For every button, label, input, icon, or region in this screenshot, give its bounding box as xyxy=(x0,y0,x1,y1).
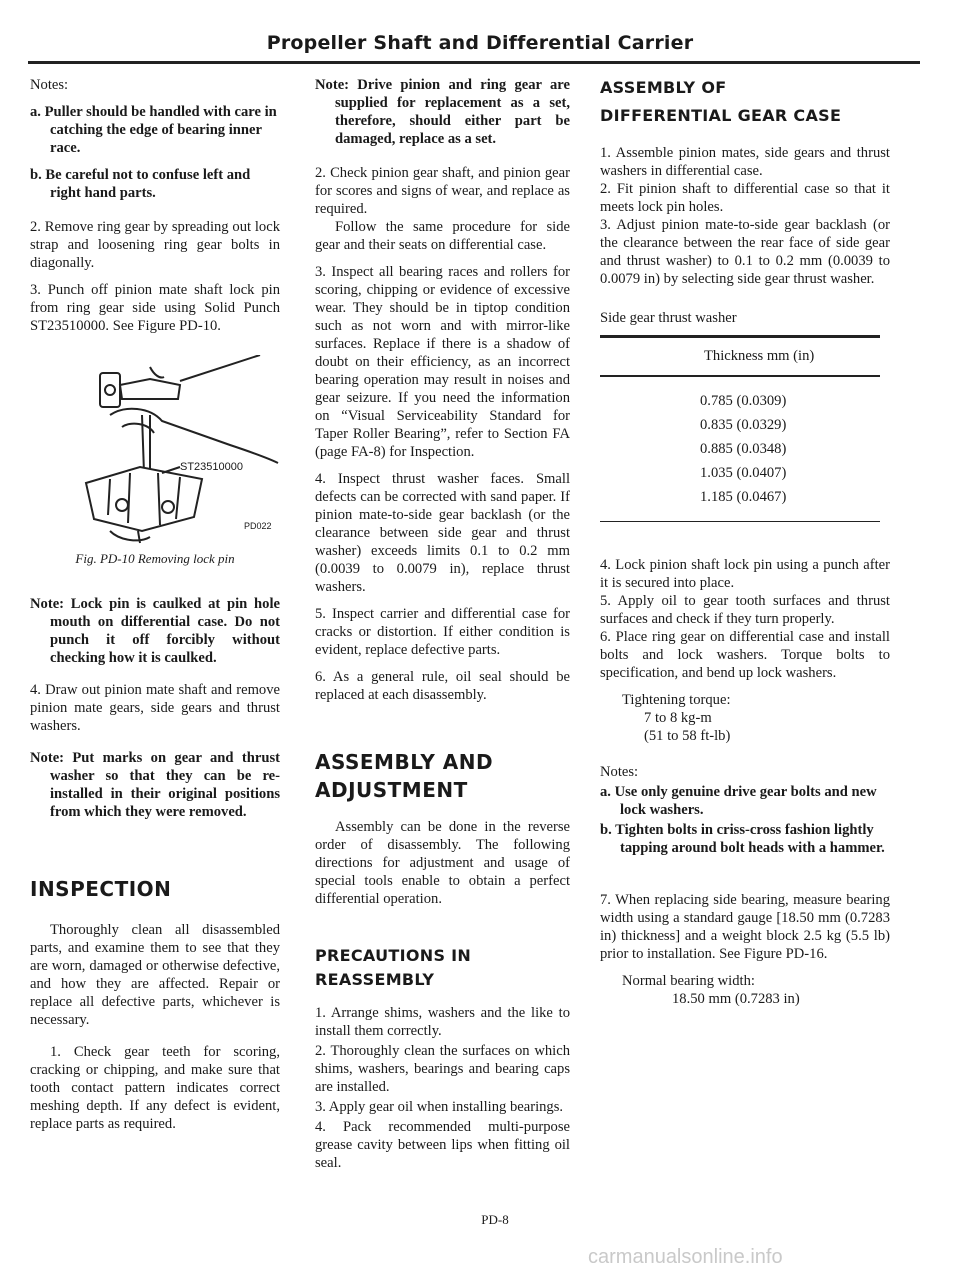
figure-code: PD022 xyxy=(244,521,272,531)
assembly-step-3: 3. Adjust pinion mate-to-side gear backlash (or the clearance between the rear face of side gear and thrust washer) to 0.1 to 0.2 mm (0.0039 to 0.0079 in) by selecting side gear thrust washer. xyxy=(600,217,890,287)
precaution-3: 3. Apply gear oil when installing bearings. xyxy=(315,1099,564,1115)
table-row: 1.035 (0.0407) xyxy=(700,464,787,481)
torque-value-metric: 7 to 8 kg-m xyxy=(644,710,712,726)
bearing-spec xyxy=(600,972,890,1008)
note-genuine-bolts: a. Use only genuine drive gear bolts and new lock washers. xyxy=(600,784,877,818)
note-lock-pin: Note: Lock pin is caulked at pin hole mouth on differential case. Do not punch it off forcibly without checking how it is caulked. xyxy=(30,596,280,666)
assembly-step-7: 7. When replacing side bearing, measure bearing width using a standard gauge [18.50 mm (0.7283 in) thickness] and a weight block 2.5 kg (5.5 lb) prior to installation. See Figure PD-16. xyxy=(600,892,890,962)
bearing-value: 18.50 mm (0.7283 in) xyxy=(672,991,800,1007)
figure-illustration xyxy=(30,355,280,545)
header-rule xyxy=(28,61,920,64)
note-b: b. Be careful not to confuse left and right hand parts. xyxy=(30,167,251,201)
torque-label: Tightening torque: xyxy=(622,692,731,708)
inspection-step-5: 5. Inspect carrier and differential case for cracks or distortion. If either condition is evident, replace defective parts. xyxy=(315,606,570,658)
assembly-step-2: 2. Fit pinion shaft to differential case so that it meets lock pin holes. xyxy=(600,181,890,215)
inspection-step-2-follow: Follow the same procedure for side gear and their seats on differential case. xyxy=(315,219,570,253)
notes-title-2: Notes: xyxy=(600,764,639,780)
column-3 xyxy=(600,76,890,1026)
torque-value-imperial: (51 to 58 ft-lb) xyxy=(644,728,731,744)
assembly-step-4: 4. Lock pinion shaft lock pin using a punch after it is secured into place. xyxy=(600,557,890,591)
inspection-step-3: 3. Inspect all bearing races and rollers for scoring, chipping or evidence of excessive wear. They should be in tiptop condition such as not worn and with mirror-like surfaces. Replace if there is a shadow of doubt on their efficiency, as an incorrect bearing operation may result in noises and gear seizure. If you need the information on “Visual Serviceability Standard for Taper Roller Bearing”, refer to Section FA (page FA-8) for Inspection. xyxy=(315,264,570,460)
assembly-step-6: 6. Place ring gear on differential case and install bolts and lock washers. Torque bolts to specification, and bend up lock washers. xyxy=(600,629,890,681)
page-header: Propeller Shaft and Differential Carrier xyxy=(266,32,694,54)
gear-case-heading-line-2: DIFFERENTIAL GEAR CASE xyxy=(600,106,842,125)
note-drive-pinion: Note: Drive pinion and ring gear are supplied for replacement as a set, therefore, should either part be damaged, replace as a set. xyxy=(315,77,570,147)
figure-caption: Fig. PD-10 Removing lock pin xyxy=(75,551,235,566)
table-row: 1.185 (0.0467) xyxy=(700,488,787,505)
assembly-heading-line-1: ASSEMBLY AND xyxy=(315,750,494,774)
torque-spec xyxy=(600,691,890,745)
inspection-step-1: 1. Check gear teeth for scoring, cracking or chipping, and make sure that tooth contact pattern indicates correct meshing depth. If any defect is evident, replace parts as required. xyxy=(30,1044,280,1132)
precaution-1: 1. Arrange shims, washers and the like to install them correctly. xyxy=(315,1005,570,1039)
step-3: 3. Punch off pinion mate shaft lock pin from ring gear side using Solid Punch ST23510000. See Figure PD-10. xyxy=(30,282,280,334)
precautions-heading-line-2: REASSEMBLY xyxy=(315,970,435,989)
table-title: Side gear thrust washer xyxy=(600,310,737,326)
thrust-washer-table xyxy=(600,310,890,522)
note-marks: Note: Put marks on gear and thrust washer so that they can be re-installed in their original positions from which they were removed. xyxy=(30,750,280,820)
step-4: 4. Draw out pinion mate shaft and remove pinion mate gears, side gears and thrust washers. xyxy=(30,682,280,734)
bearing-label: Normal bearing width: xyxy=(622,973,755,989)
table-header: Thickness mm (in) xyxy=(704,348,815,364)
step-2: 2. Remove ring gear by spreading out lock strap and loosening ring gear bolts in diagonally. xyxy=(30,219,280,271)
precaution-2: 2. Thoroughly clean the surfaces on which shims, washers, bearings and bearing caps are installed. xyxy=(315,1043,570,1095)
assembly-intro: Assembly can be done in the reverse order of disassembly. The following directions for adjustment and usage of special tools enable to obtain a perfect differential operation. xyxy=(315,819,570,907)
note-criss-cross: b. Tighten bolts in criss-cross fashion lightly tapping around bolt heads with a hammer. xyxy=(600,822,885,856)
column-1 xyxy=(30,76,280,1142)
table-row: 0.885 (0.0348) xyxy=(700,440,787,457)
figure-tool-label: ST23510000 xyxy=(180,461,243,473)
inspection-step-6: 6. As a general rule, oil seal should be replaced at each disassembly. xyxy=(315,669,570,703)
inspection-step-4: 4. Inspect thrust washer faces. Small defects can be corrected with sand paper. If pinion mate-to-side gear backlash (or the clearance between side gear and thrust washer) exceeds limits 0.1 to 0.2 mm (0.0039 to 0.0079 in), replace thrust washers. xyxy=(315,471,570,595)
precautions-heading-line-1: PRECAUTIONS IN xyxy=(315,946,472,965)
assembly-step-5: 5. Apply oil to gear tooth surfaces and thrust surfaces and check if they turn properly. xyxy=(600,593,890,627)
table-row: 0.835 (0.0329) xyxy=(700,416,787,433)
column-2 xyxy=(315,76,570,1181)
table-row: 0.785 (0.0309) xyxy=(700,392,787,409)
figure-pd-10 xyxy=(30,355,280,545)
assembly-heading-line-2: ADJUSTMENT xyxy=(315,778,468,802)
table-body xyxy=(600,377,890,521)
assembly-step-1: 1. Assemble pinion mates, side gears and thrust washers in differential case. xyxy=(600,145,890,179)
notes-title: Notes: xyxy=(30,77,69,93)
precaution-4: 4. Pack recommended multi-purpose grease cavity between lips when fitting oil seal. xyxy=(315,1119,570,1171)
page-number: PD-8 xyxy=(481,1212,509,1227)
note-a: a. Puller should be handled with care in catching the edge of bearing inner race. xyxy=(30,104,277,156)
inspection-heading: INSPECTION xyxy=(30,877,172,901)
inspection-step-2: 2. Check pinion gear shaft, and pinion gear for scores and signs of wear, and replace as required. xyxy=(315,165,570,217)
table-bottom-rule xyxy=(600,521,880,523)
watermark: carmanualsonline.info xyxy=(588,1246,783,1268)
gear-case-heading-line-1: ASSEMBLY OF xyxy=(600,78,727,97)
inspection-intro: Thoroughly clean all disassembled parts, and examine them to see that they are worn, damaged or otherwise defective, and how they are affected. Repair or replace all defective parts, whichever is necessary. xyxy=(30,922,280,1028)
